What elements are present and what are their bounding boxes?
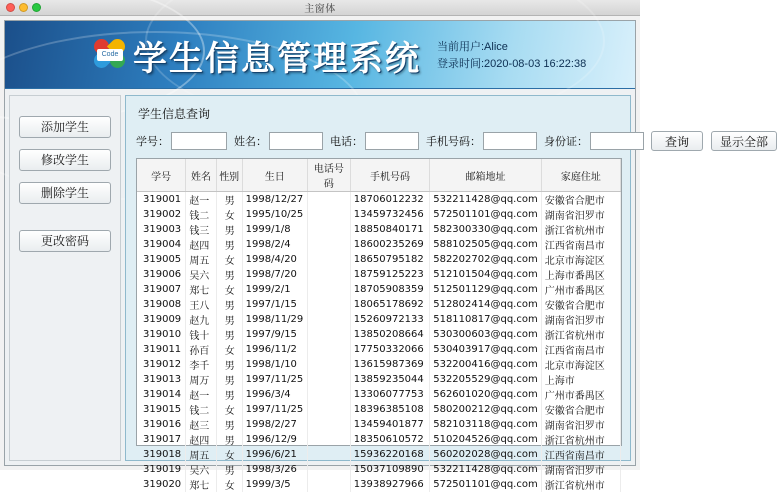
cell-phone bbox=[307, 192, 350, 208]
cell-birthday: 1999/1/8 bbox=[242, 222, 307, 237]
cell-mobile: 15936220168 bbox=[350, 447, 429, 462]
cell-mobile: 13615987369 bbox=[350, 357, 429, 372]
cell-address: 江西省南昌市 bbox=[541, 342, 620, 357]
cell-name: 李千 bbox=[186, 357, 216, 372]
cell-gender: 男 bbox=[216, 387, 242, 402]
cell-phone bbox=[307, 327, 350, 342]
cell-name: 王八 bbox=[186, 297, 216, 312]
cell-student-id: 319013 bbox=[137, 372, 186, 387]
cell-gender: 女 bbox=[216, 402, 242, 417]
cell-phone bbox=[307, 267, 350, 282]
cell-student-id: 319006 bbox=[137, 267, 186, 282]
cell-gender: 男 bbox=[216, 372, 242, 387]
cell-address: 广州市番禺区 bbox=[541, 387, 620, 402]
cell-name: 钱三 bbox=[186, 222, 216, 237]
cell-name: 钱二 bbox=[186, 402, 216, 417]
table-row[interactable] bbox=[137, 432, 621, 447]
cell-address: 北京市海淀区 bbox=[541, 252, 620, 267]
cell-mobile: 13850208664 bbox=[350, 327, 429, 342]
cell-address: 湖南省汨罗市 bbox=[541, 312, 620, 327]
cell-student-id: 319008 bbox=[137, 297, 186, 312]
table-row[interactable] bbox=[137, 267, 621, 282]
phone-input[interactable] bbox=[365, 132, 419, 150]
cell-address: 安徽省合肥市 bbox=[541, 192, 620, 208]
cell-birthday: 1998/11/29 bbox=[242, 312, 307, 327]
cell-address: 广州市番禺区 bbox=[541, 282, 620, 297]
cell-mobile: 18396385108 bbox=[350, 402, 429, 417]
table-row[interactable] bbox=[137, 312, 621, 327]
delete-student-button[interactable]: 删除学生 bbox=[19, 182, 111, 204]
cell-student-id: 319007 bbox=[137, 282, 186, 297]
current-user-label: 当前用户:Alice bbox=[437, 39, 625, 56]
cell-gender: 女 bbox=[216, 477, 242, 492]
cell-email: 512101504@qq.com bbox=[430, 267, 542, 282]
table-row[interactable] bbox=[137, 372, 621, 387]
cell-email: 530300603@qq.com bbox=[430, 327, 542, 342]
cell-mobile: 13306077753 bbox=[350, 387, 429, 402]
cell-address: 浙江省杭州市 bbox=[541, 222, 620, 237]
cell-email: 562601020@qq.com bbox=[430, 387, 542, 402]
cell-birthday: 1996/3/4 bbox=[242, 387, 307, 402]
table-row[interactable] bbox=[137, 192, 621, 208]
cell-student-id: 319009 bbox=[137, 312, 186, 327]
cell-birthday: 1998/4/20 bbox=[242, 252, 307, 267]
student-table bbox=[137, 159, 621, 492]
cell-email: 510204526@qq.com bbox=[430, 432, 542, 447]
cell-phone bbox=[307, 432, 350, 447]
table-row[interactable] bbox=[137, 342, 621, 357]
cell-gender: 男 bbox=[216, 417, 242, 432]
column-header-address[interactable]: 家庭住址 bbox=[541, 159, 620, 192]
cell-student-id: 319020 bbox=[137, 477, 186, 492]
cell-mobile: 18706012232 bbox=[350, 192, 429, 208]
cell-student-id: 319001 bbox=[137, 192, 186, 208]
column-header-phone[interactable]: 电话号码 bbox=[307, 159, 350, 192]
cell-email: 512501129@qq.com bbox=[430, 282, 542, 297]
cell-mobile: 18759125223 bbox=[350, 267, 429, 282]
cell-phone bbox=[307, 477, 350, 492]
main-window bbox=[4, 20, 636, 466]
cell-mobile: 15037109890 bbox=[350, 462, 429, 477]
cell-mobile: 18850840171 bbox=[350, 222, 429, 237]
cell-student-id: 319017 bbox=[137, 432, 186, 447]
cell-name: 周五 bbox=[186, 252, 216, 267]
column-header-name[interactable]: 姓名 bbox=[186, 159, 216, 192]
cell-student-id: 319010 bbox=[137, 327, 186, 342]
cell-phone bbox=[307, 372, 350, 387]
table-row[interactable] bbox=[137, 237, 621, 252]
cell-email: 532200416@qq.com bbox=[430, 357, 542, 372]
cell-name: 吴六 bbox=[186, 267, 216, 282]
cell-mobile: 18705908359 bbox=[350, 282, 429, 297]
cell-name: 郑七 bbox=[186, 282, 216, 297]
show-all-button[interactable]: 显示全部 bbox=[711, 131, 777, 151]
cell-email: 582103118@qq.com bbox=[430, 417, 542, 432]
cell-name: 周五 bbox=[186, 447, 216, 462]
table-row[interactable] bbox=[137, 357, 621, 372]
cell-address: 浙江省杭州市 bbox=[541, 477, 620, 492]
cell-address: 上海市 bbox=[541, 372, 620, 387]
cell-name: 吴六 bbox=[186, 462, 216, 477]
cell-name: 钱十 bbox=[186, 327, 216, 342]
table-row[interactable] bbox=[137, 417, 621, 432]
table-row[interactable] bbox=[137, 222, 621, 237]
cell-birthday: 1997/11/25 bbox=[242, 402, 307, 417]
window-title: 主窗体 bbox=[304, 0, 336, 15]
cell-birthday: 1998/2/27 bbox=[242, 417, 307, 432]
cell-phone bbox=[307, 282, 350, 297]
cell-name: 郑七 bbox=[186, 477, 216, 492]
cell-birthday: 1995/10/25 bbox=[242, 207, 307, 222]
cell-gender: 女 bbox=[216, 207, 242, 222]
cell-birthday: 1998/12/27 bbox=[242, 192, 307, 208]
cell-email: 582300330@qq.com bbox=[430, 222, 542, 237]
cell-mobile: 13859235044 bbox=[350, 372, 429, 387]
sidebar bbox=[9, 95, 121, 461]
cell-name: 赵四 bbox=[186, 237, 216, 252]
cell-phone bbox=[307, 312, 350, 327]
cell-student-id: 319002 bbox=[137, 207, 186, 222]
cell-mobile: 17750332066 bbox=[350, 342, 429, 357]
cell-address: 浙江省杭州市 bbox=[541, 327, 620, 342]
cell-email: 560202028@qq.com bbox=[430, 447, 542, 462]
cell-gender: 女 bbox=[216, 252, 242, 267]
login-time-label: 登录时间:2020-08-03 16:22:38 bbox=[437, 56, 625, 73]
cell-address: 湖南省汨罗市 bbox=[541, 207, 620, 222]
table-row[interactable] bbox=[137, 447, 621, 462]
table-row[interactable] bbox=[137, 462, 621, 477]
mobile-input[interactable] bbox=[483, 132, 537, 150]
cell-birthday: 1999/3/5 bbox=[242, 477, 307, 492]
cell-gender: 男 bbox=[216, 462, 242, 477]
cell-phone bbox=[307, 417, 350, 432]
name-label: 姓名： bbox=[234, 133, 267, 149]
cell-gender: 男 bbox=[216, 267, 242, 282]
cell-birthday: 1997/9/15 bbox=[242, 327, 307, 342]
table-header-row bbox=[137, 159, 621, 192]
cell-email: 518110817@qq.com bbox=[430, 312, 542, 327]
column-header-mobile[interactable]: 手机号码 bbox=[350, 159, 429, 192]
student-query-panel bbox=[125, 95, 631, 461]
cell-birthday: 1996/11/2 bbox=[242, 342, 307, 357]
cell-name: 赵一 bbox=[186, 192, 216, 208]
column-header-email[interactable]: 邮箱地址 bbox=[430, 159, 542, 192]
table-header bbox=[137, 159, 621, 192]
cell-email: 512802414@qq.com bbox=[430, 297, 542, 312]
cell-gender: 女 bbox=[216, 342, 242, 357]
cell-student-id: 319011 bbox=[137, 342, 186, 357]
cell-birthday: 1996/6/21 bbox=[242, 447, 307, 462]
logo-label: Code bbox=[97, 49, 123, 61]
search-button[interactable]: 查询 bbox=[651, 131, 703, 151]
cell-address: 浙江省杭州市 bbox=[541, 432, 620, 447]
cell-birthday: 1998/7/20 bbox=[242, 267, 307, 282]
column-header-gender[interactable]: 性别 bbox=[216, 159, 242, 192]
query-form bbox=[136, 130, 622, 152]
cell-phone bbox=[307, 387, 350, 402]
cell-email: 572501101@qq.com bbox=[430, 207, 542, 222]
cell-birthday: 1998/2/4 bbox=[242, 237, 307, 252]
add-student-button[interactable]: 添加学生 bbox=[19, 116, 111, 138]
cell-mobile: 13459401877 bbox=[350, 417, 429, 432]
column-header-student-id[interactable]: 学号 bbox=[137, 159, 186, 192]
cell-gender: 男 bbox=[216, 312, 242, 327]
cell-address: 湖南省汨罗市 bbox=[541, 462, 620, 477]
cell-birthday: 1996/12/9 bbox=[242, 432, 307, 447]
table-row[interactable] bbox=[137, 402, 621, 417]
cell-gender: 男 bbox=[216, 432, 242, 447]
column-header-birthday[interactable]: 生日 bbox=[242, 159, 307, 192]
cell-mobile: 18065178692 bbox=[350, 297, 429, 312]
table-row[interactable] bbox=[137, 252, 621, 267]
cell-email: 530403917@qq.com bbox=[430, 342, 542, 357]
student-table-container[interactable] bbox=[136, 158, 622, 446]
cell-student-id: 319014 bbox=[137, 387, 186, 402]
cell-student-id: 319015 bbox=[137, 402, 186, 417]
cell-name: 钱二 bbox=[186, 207, 216, 222]
idcard-label: 身份证： bbox=[544, 133, 588, 149]
cell-student-id: 319016 bbox=[137, 417, 186, 432]
table-row[interactable] bbox=[137, 477, 621, 492]
section-title: 学生信息查询 bbox=[138, 105, 210, 122]
edit-student-button[interactable]: 修改学生 bbox=[19, 149, 111, 171]
cell-phone bbox=[307, 447, 350, 462]
cell-gender: 女 bbox=[216, 447, 242, 462]
cell-gender: 男 bbox=[216, 357, 242, 372]
cell-gender: 男 bbox=[216, 327, 242, 342]
cell-email: 532211428@qq.com bbox=[430, 462, 542, 477]
cell-address: 江西省南昌市 bbox=[541, 447, 620, 462]
cell-name: 赵三 bbox=[186, 417, 216, 432]
table-row[interactable] bbox=[137, 207, 621, 222]
cell-name: 周万 bbox=[186, 372, 216, 387]
change-password-button[interactable]: 更改密码 bbox=[19, 230, 111, 252]
table-row[interactable] bbox=[137, 327, 621, 342]
page-title: 学生信息管理系统 bbox=[133, 31, 421, 80]
table-row[interactable] bbox=[137, 297, 621, 312]
cell-gender: 男 bbox=[216, 192, 242, 208]
cell-student-id: 319004 bbox=[137, 237, 186, 252]
student-id-input[interactable] bbox=[171, 132, 227, 150]
cell-address: 江西省南昌市 bbox=[541, 237, 620, 252]
cell-birthday: 1997/11/25 bbox=[242, 372, 307, 387]
cell-phone bbox=[307, 357, 350, 372]
cell-birthday: 1998/1/10 bbox=[242, 357, 307, 372]
cell-address: 安徽省合肥市 bbox=[541, 402, 620, 417]
cell-address: 北京市海淀区 bbox=[541, 357, 620, 372]
cell-student-id: 319019 bbox=[137, 462, 186, 477]
mobile-label: 手机号码： bbox=[426, 133, 481, 149]
cell-birthday: 1998/3/26 bbox=[242, 462, 307, 477]
cell-name: 赵一 bbox=[186, 387, 216, 402]
cell-gender: 男 bbox=[216, 222, 242, 237]
cell-phone bbox=[307, 237, 350, 252]
cell-phone bbox=[307, 297, 350, 312]
user-info-box bbox=[437, 39, 625, 73]
student-id-label: 学号： bbox=[136, 133, 169, 149]
cell-birthday: 1999/2/1 bbox=[242, 282, 307, 297]
table-row[interactable] bbox=[137, 387, 621, 402]
cell-email: 532205529@qq.com bbox=[430, 372, 542, 387]
cell-gender: 男 bbox=[216, 297, 242, 312]
cell-phone bbox=[307, 222, 350, 237]
idcard-input[interactable] bbox=[590, 132, 644, 150]
cell-address: 安徽省合肥市 bbox=[541, 297, 620, 312]
cell-name: 赵九 bbox=[186, 312, 216, 327]
name-input[interactable] bbox=[269, 132, 323, 150]
cell-address: 湖南省汨罗市 bbox=[541, 417, 620, 432]
cell-email: 572501101@qq.com bbox=[430, 477, 542, 492]
cell-student-id: 319003 bbox=[137, 222, 186, 237]
cell-name: 孙百 bbox=[186, 342, 216, 357]
cell-mobile: 15260972133 bbox=[350, 312, 429, 327]
cell-student-id: 319005 bbox=[137, 252, 186, 267]
cell-mobile: 18600235269 bbox=[350, 237, 429, 252]
cell-phone bbox=[307, 402, 350, 417]
cell-phone bbox=[307, 342, 350, 357]
cell-mobile: 13938927966 bbox=[350, 477, 429, 492]
cell-phone bbox=[307, 207, 350, 222]
cell-mobile: 18350610572 bbox=[350, 432, 429, 447]
app-banner bbox=[5, 21, 635, 89]
cell-mobile: 13459732456 bbox=[350, 207, 429, 222]
cell-phone bbox=[307, 462, 350, 477]
cell-email: 588102505@qq.com bbox=[430, 237, 542, 252]
cell-gender: 男 bbox=[216, 237, 242, 252]
table-row[interactable] bbox=[137, 282, 621, 297]
cell-email: 532211428@qq.com bbox=[430, 192, 542, 208]
cell-name: 赵四 bbox=[186, 432, 216, 447]
cell-email: 582202702@qq.com bbox=[430, 252, 542, 267]
cell-mobile: 18650795182 bbox=[350, 252, 429, 267]
table-body bbox=[137, 192, 621, 492]
cell-address: 上海市番禺区 bbox=[541, 267, 620, 282]
app-logo-icon bbox=[93, 39, 127, 71]
cell-birthday: 1997/1/15 bbox=[242, 297, 307, 312]
cell-phone bbox=[307, 252, 350, 267]
cell-student-id: 319012 bbox=[137, 357, 186, 372]
cell-gender: 女 bbox=[216, 282, 242, 297]
cell-student-id: 319018 bbox=[137, 447, 186, 462]
phone-label: 电话： bbox=[330, 133, 363, 149]
cell-email: 580200212@qq.com bbox=[430, 402, 542, 417]
